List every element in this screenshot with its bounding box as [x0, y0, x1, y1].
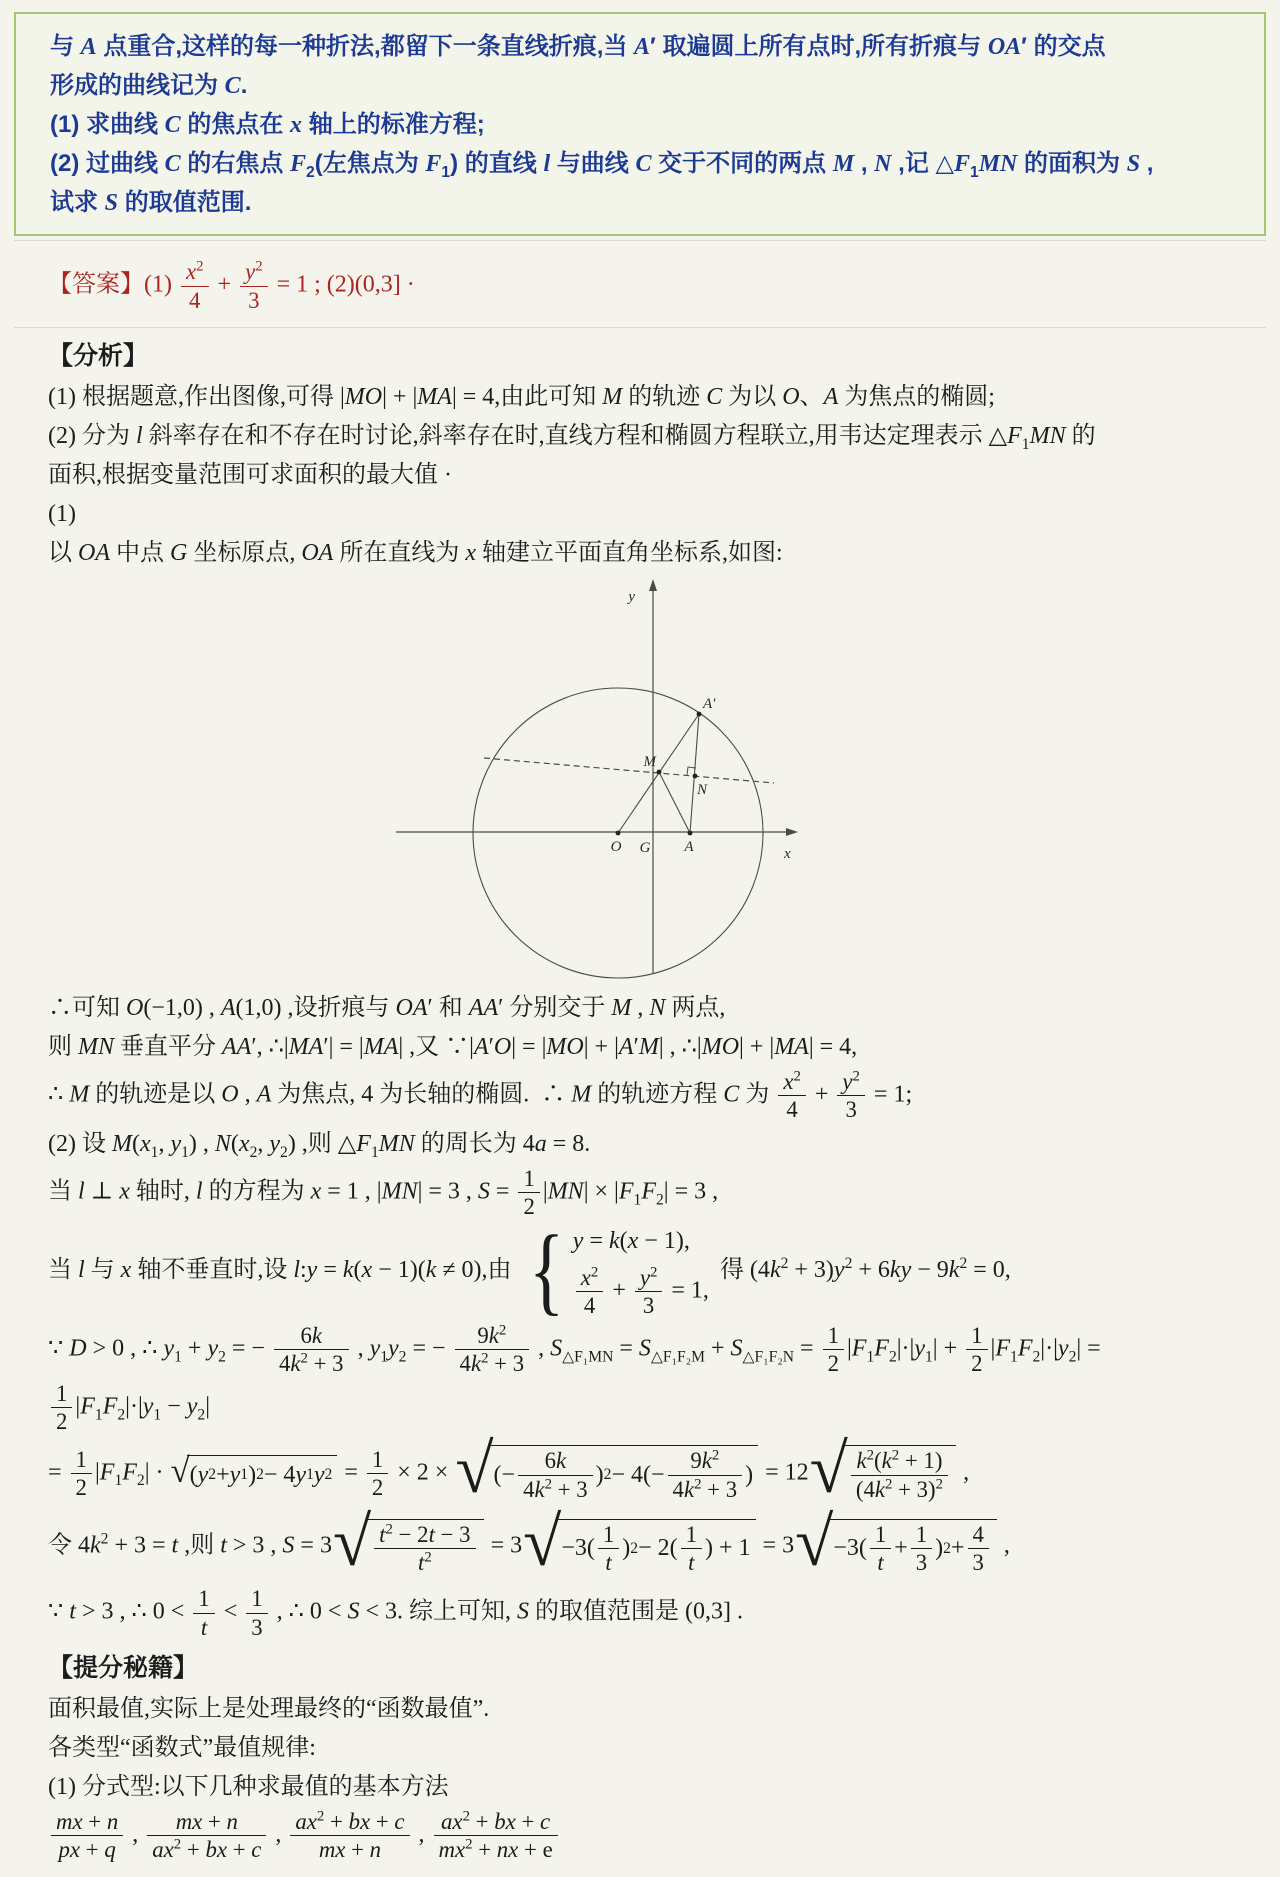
fraction: $\frac{4}{3}$ — [968, 1522, 989, 1576]
text-line: 试求 S 的取值范围. — [50, 189, 252, 216]
text-line: ∵ D > 0 , ∴ $y_1 + y_2$ = − $\frac{6k}{4k^2 + 3}$ , $y_1y_2$ = − $\frac{9k^2}{4k^2 + 3}$ , $S_{\triangle F_1MN} = S_{\triangle F_1F_2M} + S_{\triangle F_1F_2N}$ = $\frac{1}{2}$ $|F_1F_2|\cdot|y_1|$ + $\frac{1}{2}$ $|F_1F_2|\cdot|y_2|$ = — [48, 1322, 1101, 1377]
text-line: $\frac{1}{2}$ $|F_1F_2|\cdot|y_1 - y_2|$ — [48, 1381, 1248, 1435]
radical-sign: √ — [170, 1451, 190, 1491]
segment-Aprime-A — [690, 714, 699, 833]
text-line: 则 MN 垂直平分 AA′, ∴|MA′| = |MA| ,又 ∵|A′O| = |MO| + |A′M| , ∴|MO| + |MA| = 4, — [48, 1034, 858, 1061]
text-line: (1) 求曲线 C 的焦点在 x 轴上的标准方程; — [50, 111, 485, 138]
fraction: $\frac{x^2}{4}$ — [181, 259, 209, 313]
radical-sign: √ — [809, 1430, 848, 1508]
square-root — [809, 1430, 956, 1509]
y-axis-label: y — [628, 589, 635, 606]
fraction: $\frac{1}{2}$ — [518, 1166, 539, 1220]
radical-sign: √ — [523, 1504, 562, 1582]
fraction: $\frac{1}{t}$ — [681, 1522, 702, 1576]
answer-section — [14, 245, 1266, 323]
fraction: $\frac{9k^2}{4k^2 + 3}$ — [668, 1448, 743, 1502]
x-axis-arrow — [786, 828, 798, 836]
text-line: 形成的曲线记为 C. — [50, 72, 248, 99]
section-heading: 【提分秘籍】 — [48, 1654, 199, 1683]
fraction: $\frac{t^2 - 2t - 3}{t^2}$ — [374, 1522, 475, 1576]
text-line: (1) 根据题意,作出图像,可得 |MO| + |MA| = 4,由此可知 M 的轨迹 C 为以 O、A 为焦点的椭圆; — [48, 384, 995, 411]
segment-M-A — [659, 772, 690, 833]
fraction: $\frac{y^2}{3}$ — [240, 259, 268, 313]
square-root — [332, 1504, 484, 1582]
x-axis-label: x — [784, 846, 791, 863]
fraction: $\frac{k^2(k^2 + 1)}{(4k^2 + 3)^2}$ — [851, 1448, 948, 1502]
square-root: √ ( y 2 + y 1 ) 2 − 4 y 1 y 2 — [171, 1455, 338, 1493]
text-line: 令 $4k^2 + 3 = t$ ,则 t > 3 , S = 3 √ $\frac{t^2 - 2t - 3}{t^2}$ = 3 √ −3( $\frac{1}{t}$ ) 2 − 2( $\frac{1}{t}$ ) + 1 = 3 √ −3( $\frac{1}{t}$ + $\frac{1}{3}$ ) 2 + $\frac{4}{3}$ , — [48, 1504, 1010, 1582]
fold-crease-line — [484, 758, 774, 783]
text-line: ∴ M 的轨迹是以 O , A 为焦点, 4 为长轴的椭圆. ∴ M 的轨迹方程 C 为 $\frac{x^2}{4}$ + $\frac{y^2}{3}$ = 1; — [48, 1068, 913, 1123]
analysis-section — [14, 338, 1266, 570]
square-root: √ (− $\frac{6k}{4k^2 + 3}$ ) 2 − 4(− $\frac{9k^2}{4k^2 + 3}$ ) — [455, 1439, 758, 1509]
fraction: $\frac{1}{t}$ — [870, 1522, 891, 1576]
text-line: (2) 分为 l 斜率存在和不存在时讨论,斜率存在时,直线方程和椭圆方程联立,用韦达定理表示 $\triangle F_1MN$ 的 — [48, 423, 1096, 453]
fraction: $\frac{6k}{4k^2 + 3}$ — [518, 1448, 593, 1502]
fraction: $\frac{6k}{4k^2 + 3}$ — [274, 1323, 349, 1377]
fraction: $\frac{y^2}{3}$ — [635, 1265, 663, 1319]
text-line: (1) — [48, 500, 76, 527]
fraction: $\frac{1}{2}$ — [51, 1381, 72, 1435]
text-line: 与 A 点重合,这样的每一种折法,都留下一条直线折痕,当 A′ 取遍圆上所有点时,所有折痕与 OA′ 的交点 — [50, 33, 1106, 60]
text-line: $\frac{mx + n}{px + q}$ , $\frac{mx + n}{ax^2 + bx + c}$ , $\frac{ax^2 + bx + c}{mx + n}$ , $\frac{ax^2 + bx + c}{mx^2 + nx + e}$ — [48, 1809, 1248, 1863]
point-O-label: O — [610, 839, 622, 856]
equation-system: { y = k(x − 1), $\frac{x^2}{4}$ + $\frac{y^2}{3}$ = 1, — [528, 1215, 709, 1325]
point-M-label: M — [643, 754, 656, 771]
y-axis-arrow — [649, 579, 657, 591]
fraction: $\frac{1}{2}$ — [966, 1323, 987, 1377]
fraction: $\frac{1}{t}$ — [598, 1522, 619, 1576]
fraction: $\frac{mx + n}{ax^2 + bx + c}$ — [147, 1809, 266, 1863]
text-line: 当 l 与 x 轴不垂直时,设 l:y = k(x − 1)(k ≠ 0),由 { y = k(x − 1), $\frac{x^2}{4}$ + $\frac{y^2}{3}$ = 1, 得 $(4k^2 + 3)y^2 + 6ky - 9k^2 = 0$, — [48, 1215, 1011, 1325]
fraction: $\frac{9k^2}{4k^2 + 3}$ — [455, 1323, 530, 1377]
section-divider — [14, 240, 1266, 241]
square-root: √ −3( $\frac{1}{t}$ ) 2 − 2( $\frac{1}{t}$ ) + 1 — [523, 1512, 755, 1582]
fraction: $\frac{1}{2}$ — [367, 1447, 388, 1501]
fraction: $\frac{ax^2 + bx + c}{mx^2 + nx + e}$ — [434, 1809, 558, 1863]
text-line: 面积最值,实际上是处理最终的“函数最值”. — [48, 1696, 490, 1723]
radical-sign: √ — [795, 1504, 834, 1582]
brace: { — [528, 1215, 564, 1325]
geometry-diagram — [386, 574, 826, 982]
text-line: ∵ t > 3 , ∴ 0 < $\frac{1}{t}$ < $\frac{1}{3}$ , ∴ 0 < S < 3. 综上可知, S 的取值范围是 (0,3] . — [48, 1585, 743, 1640]
fraction: $\frac{1}{t}$ — [193, 1586, 214, 1640]
text-line: 面积,根据变量范围可求面积的最大值 · — [48, 461, 452, 488]
figure — [386, 574, 1266, 987]
fraction: $\frac{mx + n}{px + q}$ — [51, 1809, 123, 1863]
derivation-section — [14, 991, 1266, 1640]
problem-statement-box — [14, 12, 1266, 236]
fraction: $\frac{x^2}{4}$ — [778, 1069, 806, 1123]
square-root: √ −3( $\frac{1}{t}$ + $\frac{1}{3}$ ) 2 + $\frac{4}{3}$ — [795, 1512, 997, 1582]
point-A-label: A — [684, 839, 694, 856]
tips-section — [14, 1650, 1266, 1863]
text-line: ∴可知 O(−1,0) , A(1,0) ,设折痕与 OA′ 和 AA′ 分别交于 M , N 两点, — [48, 995, 726, 1022]
text-line: 以 OA 中点 G 坐标原点, OA 所在直线为 x 轴建立平面直角坐标系,如图: — [48, 539, 783, 566]
fraction: $\frac{1}{2}$ — [823, 1323, 844, 1377]
text-line: (2) 设 $M(x_1$, $y_1$) , $N(x_2$, $y_2$) ,则 $\triangle F_1MN$ 的周长为 4a = 8. — [48, 1130, 591, 1161]
text-line: 各类型“函数式”最值规律: — [48, 1735, 316, 1762]
point-N-label: N — [697, 782, 708, 799]
text-line: 【答案】(1) $\frac{x^2}{4}$ + $\frac{y^2}{3}$ = 1 ; (2)(0,3] · — [48, 258, 415, 313]
text-line: (1) 分式型:以下几种求最值的基本方法 — [48, 1773, 449, 1800]
text-line: (2) 过曲线 C 的右焦点 $F_2$(左焦点为 $F_1$) 的直线 l 与曲线 C 交于不同的两点 M , N ,记 $\triangle F_1MN$ 的面积为 S , — [50, 150, 1154, 181]
radical-sign: √ — [332, 1504, 372, 1582]
section-heading: 【分析】 — [48, 342, 149, 371]
fraction: $\frac{x^2}{4}$ — [576, 1265, 604, 1319]
fraction: $\frac{y^2}{3}$ — [837, 1069, 865, 1123]
radical-sign: √ — [455, 1430, 494, 1508]
section-divider — [14, 327, 1266, 328]
fraction: $\frac{1}{3}$ — [246, 1586, 267, 1640]
point-G-label: G — [639, 840, 651, 857]
point-Aprime-label: A′ — [703, 696, 716, 713]
fraction: $\frac{1}{3}$ — [911, 1522, 932, 1576]
text-line: = $\frac{1}{2}$ $|F_1F_2|$ · √ ( y 2 + y 1 ) 2 − 4 y 1 y 2 = $\frac{1}{2}$ × 2 × √ (− $\frac{6k}{4k^2 + 3}$ ) 2 − 4(− $\frac{9k^2}{4k^2 + 3}$ ) = 12 √ $\frac{k^2(k^2 + 1)}{(4k^2 + 3)^2}$ , — [48, 1430, 970, 1508]
text-line: 当 l ⊥ x 轴时, l 的方程为 x = 1 , |MN| = 3 , S = $\frac{1}{2}$ $|MN| \times |F_1F_2| = 3$ , — [48, 1165, 719, 1220]
fraction: $\frac{ax^2 + bx + c}{mx + n}$ — [290, 1809, 409, 1863]
fraction: $\frac{1}{2}$ — [71, 1447, 92, 1501]
